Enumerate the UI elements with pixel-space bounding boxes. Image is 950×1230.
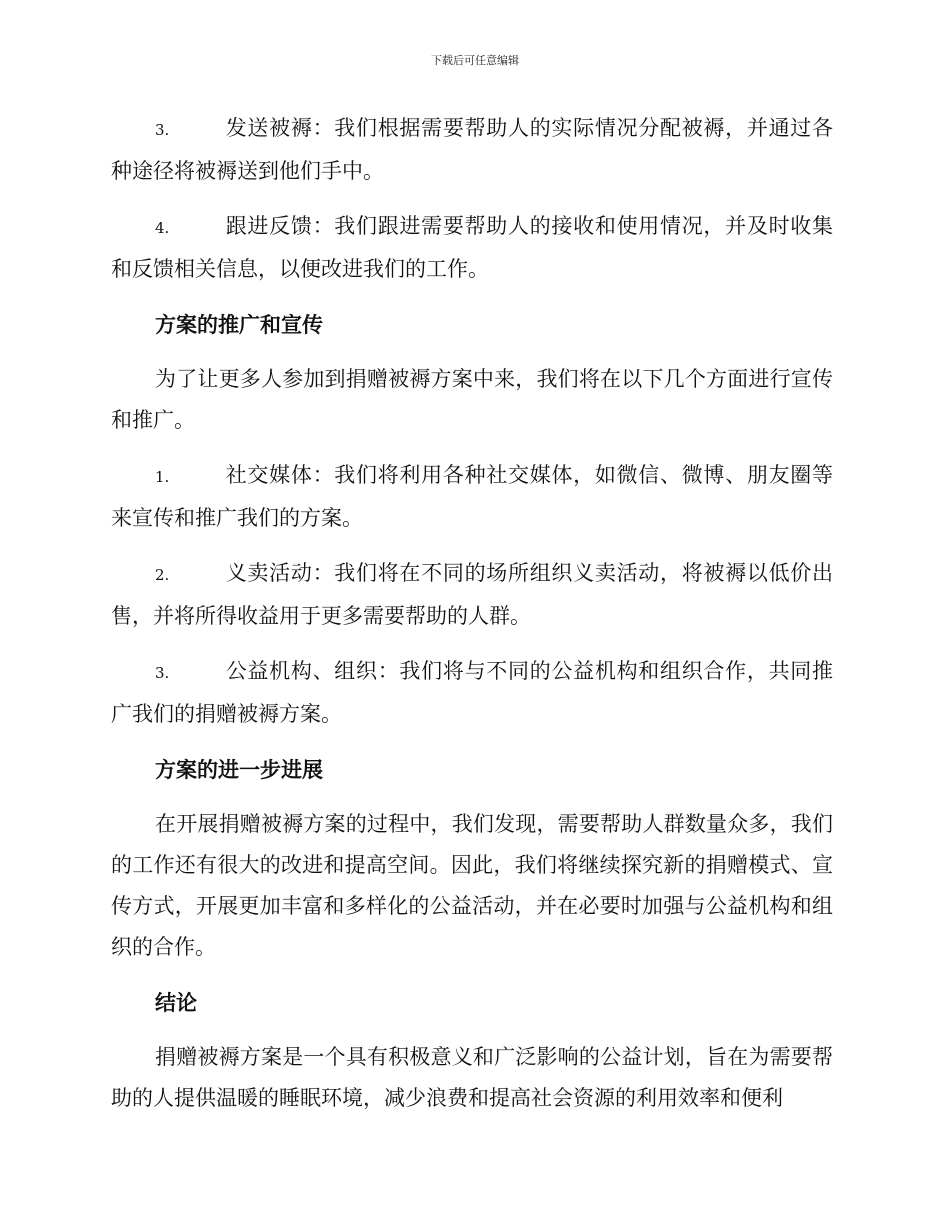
list-number: 3.	[155, 664, 170, 682]
page-header: 下载后可任意编辑	[431, 54, 519, 67]
list-text: 公益机构、组织：我们将与不同的公益机构和组织合作，共同推广我们的捐赠被褥方案。	[111, 659, 833, 726]
list-text: 发送被褥：我们根据需要帮助人的实际情况分配被褥，并通过各种途径将被褥送到他们手中。	[111, 116, 833, 183]
paragraph-promotion: 为了让更多人参加到捐赠被褥方案中来，我们将在以下几个方面进行宣传和推广。	[111, 367, 833, 432]
list-text: 跟进反馈：我们跟进需要帮助人的接收和使用情况，并及时收集和反馈相关信息，以便改进我们的工作。	[111, 214, 833, 281]
list-number: 4.	[155, 219, 170, 237]
list-item-send-bedding	[111, 108, 833, 192]
document-body	[111, 108, 833, 1133]
list-number: 3.	[155, 121, 170, 139]
list-number: 2.	[155, 566, 170, 584]
list-item-charity-orgs	[111, 651, 833, 735]
section-heading-promotion: 方案的推广和宣传	[155, 312, 323, 337]
section-heading-progress: 方案的进一步进展	[155, 757, 323, 782]
list-text: 义卖活动：我们将在不同的场所组织义卖活动，将被褥以低价出售，并将所得收益用于更多需要帮助的人群。	[111, 561, 833, 628]
list-text: 社交媒体：我们将利用各种社交媒体，如微信、微博、朋友圈等来宣传和推广我们的方案。	[111, 463, 833, 530]
section-heading-conclusion: 结论	[155, 990, 197, 1015]
list-item-follow-up	[111, 206, 833, 290]
paragraph-progress: 在开展捐赠被褥方案的过程中，我们发现，需要帮助人群数量众多，我们的工作还有很大的改进和提高空间。因此，我们将继续探究新的捐赠模式、宣传方式，开展更加丰富和多样化的公益活动，并在必要时加强与公益机构和组织的合作。	[111, 812, 833, 959]
list-item-charity-sale	[111, 553, 833, 637]
paragraph-conclusion: 捐赠被褥方案是一个具有积极意义和广泛影响的公益计划，旨在为需要帮助的人提供温暖的睡眠环境，减少浪费和提高社会资源的利用效率和便利	[111, 1045, 833, 1110]
list-item-social-media	[111, 455, 833, 539]
list-number: 1.	[155, 468, 170, 486]
